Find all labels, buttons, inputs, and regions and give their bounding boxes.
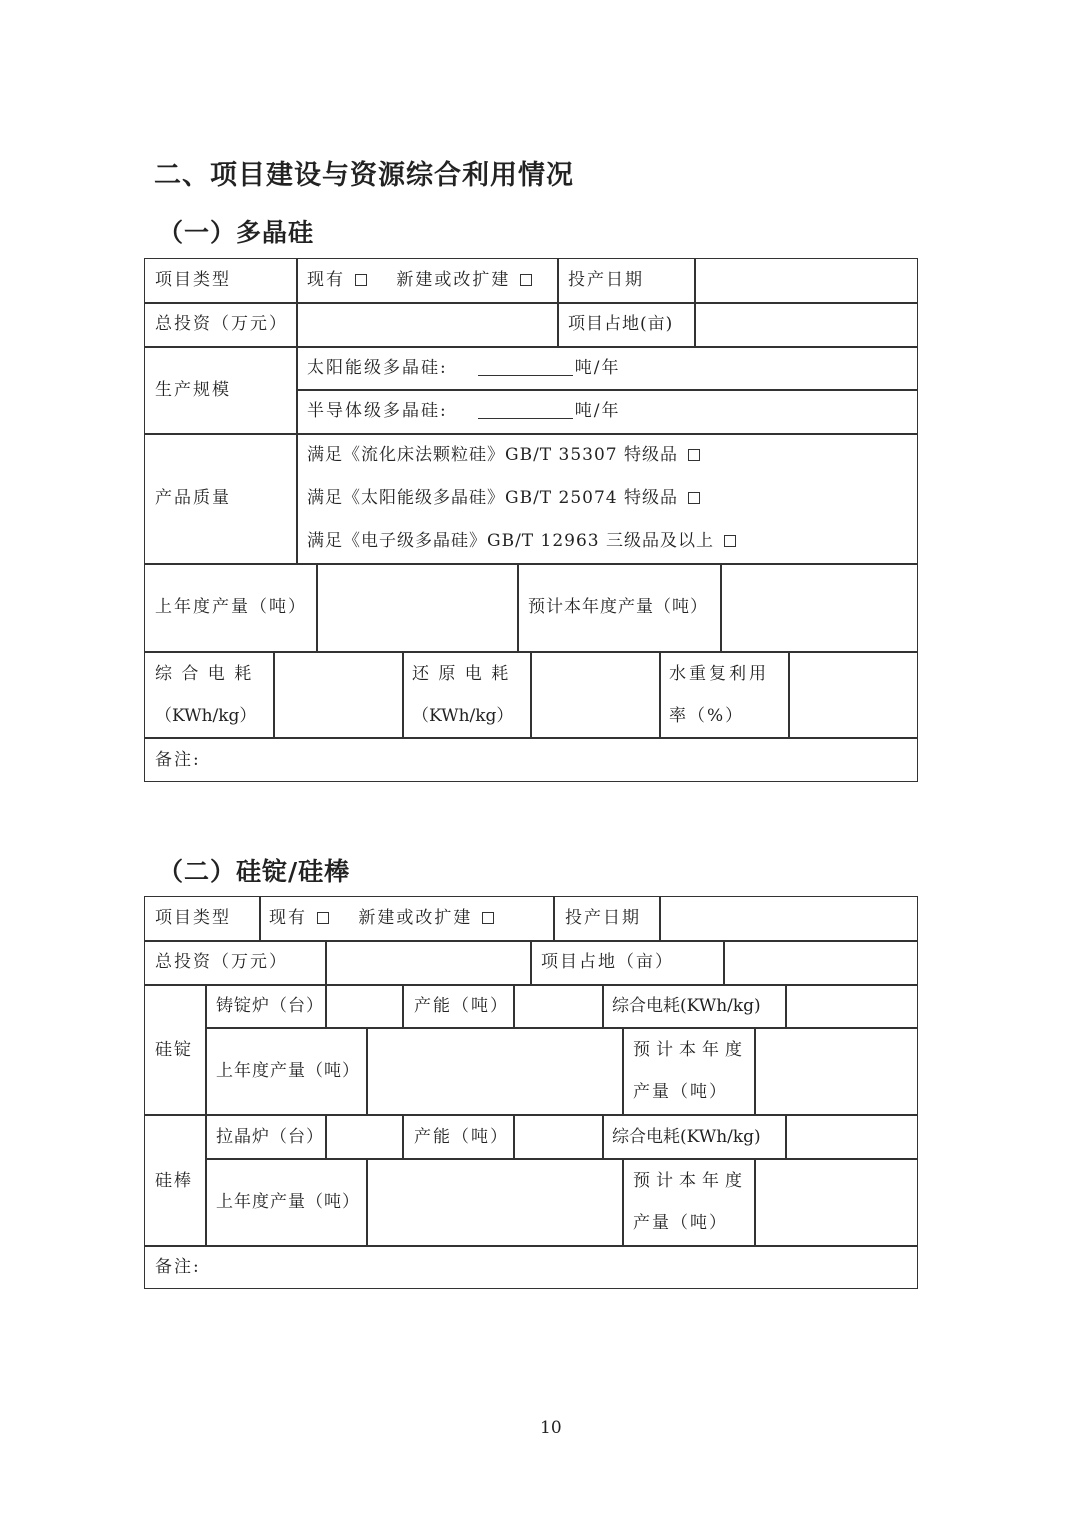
new-checkbox[interactable] <box>482 912 494 924</box>
unit-label: 吨/年 <box>574 401 621 421</box>
puller-field[interactable] <box>327 1116 401 1157</box>
quality-1-checkbox[interactable] <box>688 449 700 461</box>
section-title: 二、项目建设与资源综合利用情况 <box>154 160 574 191</box>
water-reuse-unit: 率（%） <box>669 706 745 726</box>
ingot-last-year-label: 上年度产量（吨） <box>216 1061 360 1081</box>
rod-expected-unit: 产量（吨） <box>633 1213 728 1233</box>
quality-label: 产品质量 <box>155 488 231 508</box>
rod-last-year-label: 上年度产量（吨） <box>216 1192 360 1212</box>
reduction-power-field[interactable] <box>532 653 658 736</box>
existing-checkbox[interactable] <box>355 274 367 286</box>
semi-grade-input[interactable] <box>478 402 573 419</box>
col-divider <box>402 651 404 737</box>
ingot-furnace-label: 铸锭炉（台） <box>216 996 324 1016</box>
investment-label: 总投资（万元） <box>155 314 288 334</box>
start-date-field[interactable] <box>661 898 916 939</box>
land-field[interactable] <box>696 304 916 345</box>
investment-field[interactable] <box>327 942 529 983</box>
existing-label: 现有 <box>269 908 307 928</box>
land-field[interactable] <box>725 942 916 983</box>
col-divider <box>402 984 404 1027</box>
rod-expected-label: 预计本年度 <box>633 1171 748 1191</box>
ingot-capacity-field[interactable] <box>515 986 601 1026</box>
col-divider <box>553 896 555 940</box>
puller-label: 拉晶炉（台） <box>216 1127 324 1147</box>
existing-checkbox[interactable] <box>317 912 329 924</box>
row-divider <box>144 1245 918 1247</box>
quality-option-3-text: 满足《电子级多晶硅》GB/T 12963 三级品及以上 <box>307 531 715 551</box>
ingot-capacity-label: 产能（吨） <box>414 996 509 1016</box>
reduction-power-unit: （KWh/kg） <box>412 706 514 726</box>
col-divider <box>205 984 207 1245</box>
scale-label: 生产规模 <box>155 380 231 400</box>
rod-expected-field[interactable] <box>756 1160 916 1244</box>
quality-option-1-text: 满足《流化床法颗粒硅》GB/T 35307 特级品 <box>307 445 679 465</box>
note-label: 备注: <box>155 1257 201 1277</box>
power-consumption-field[interactable] <box>275 653 401 736</box>
row-divider <box>144 737 918 739</box>
existing-label: 现有 <box>307 270 345 290</box>
start-date-label: 投产日期 <box>565 908 641 928</box>
ingot-power-field[interactable] <box>787 986 916 1026</box>
new-label: 新建或改扩建 <box>396 270 511 290</box>
rod-power-field[interactable] <box>787 1116 916 1157</box>
quality-option-2 <box>307 488 700 508</box>
last-year-output-label: 上年度产量（吨） <box>155 597 307 617</box>
power-consumption-unit: （KWh/kg） <box>155 706 257 726</box>
ingot-power-label: 综合电耗(KWh/kg) <box>612 996 761 1016</box>
investment-label: 总投资（万元） <box>155 952 288 972</box>
unit-label: 吨/年 <box>574 358 621 378</box>
ingot-last-year-field[interactable] <box>368 1029 621 1113</box>
rod-label: 硅棒 <box>155 1171 193 1191</box>
ingot-label: 硅锭 <box>155 1040 193 1060</box>
power-consumption-label: 综 合 电 耗 <box>155 664 254 684</box>
row-divider <box>144 346 918 348</box>
quality-option-2-text: 满足《太阳能级多晶硅》GB/T 25074 特级品 <box>307 488 679 508</box>
water-reuse-label: 水重复利用 <box>669 664 769 684</box>
polysilicon-heading: （一）多晶硅 <box>158 218 315 247</box>
expected-output-field[interactable] <box>722 565 916 650</box>
last-year-output-field[interactable] <box>318 565 516 650</box>
reduction-power-label: 还 原 电 耗 <box>412 664 511 684</box>
col-divider <box>557 258 559 346</box>
ingot-expected-unit: 产量（吨） <box>633 1082 728 1102</box>
quality-option-1 <box>307 445 700 465</box>
col-divider <box>530 940 532 984</box>
start-date-field[interactable] <box>696 260 916 301</box>
ingot-rod-heading: （二）硅锭/硅棒 <box>158 857 351 886</box>
solar-grade-row <box>307 358 620 378</box>
rod-capacity-field[interactable] <box>515 1116 601 1157</box>
start-date-label: 投产日期 <box>568 270 644 290</box>
quality-option-3 <box>307 531 736 551</box>
solar-grade-label: 太阳能级多晶硅: <box>307 358 448 378</box>
col-divider <box>259 896 261 940</box>
project-type-options <box>307 270 532 290</box>
col-divider <box>402 1114 404 1158</box>
note-label: 备注: <box>155 750 201 770</box>
rod-last-year-field[interactable] <box>368 1160 621 1244</box>
semi-grade-row <box>307 401 620 421</box>
row-divider <box>296 389 918 391</box>
solar-grade-input[interactable] <box>478 359 573 376</box>
row-divider <box>144 433 918 435</box>
investment-field[interactable] <box>298 304 556 345</box>
expected-output-label: 预计本年度产量（吨） <box>528 597 708 617</box>
project-type-label: 项目类型 <box>155 270 231 290</box>
ingot-expected-label: 预计本年度 <box>633 1040 748 1060</box>
semi-grade-label: 半导体级多晶硅: <box>307 401 448 421</box>
water-reuse-field[interactable] <box>790 653 916 736</box>
project-type-options <box>269 908 494 928</box>
project-type-label: 项目类型 <box>155 908 231 928</box>
col-divider <box>622 1158 624 1245</box>
rod-power-label: 综合电耗(KWh/kg) <box>612 1127 761 1147</box>
page-number: 10 <box>540 1418 562 1438</box>
quality-2-checkbox[interactable] <box>688 492 700 504</box>
col-divider <box>622 1027 624 1114</box>
land-label: 项目占地（亩） <box>541 952 674 972</box>
new-label: 新建或改扩建 <box>358 908 473 928</box>
rod-capacity-label: 产能（吨） <box>414 1127 509 1147</box>
quality-3-checkbox[interactable] <box>724 535 736 547</box>
land-label: 项目占地(亩) <box>568 314 674 334</box>
ingot-furnace-field[interactable] <box>327 986 401 1026</box>
col-divider <box>517 563 519 651</box>
new-checkbox[interactable] <box>520 274 532 286</box>
col-divider <box>602 1114 604 1158</box>
col-divider <box>602 984 604 1027</box>
ingot-expected-field[interactable] <box>756 1029 916 1113</box>
col-divider <box>659 651 661 737</box>
